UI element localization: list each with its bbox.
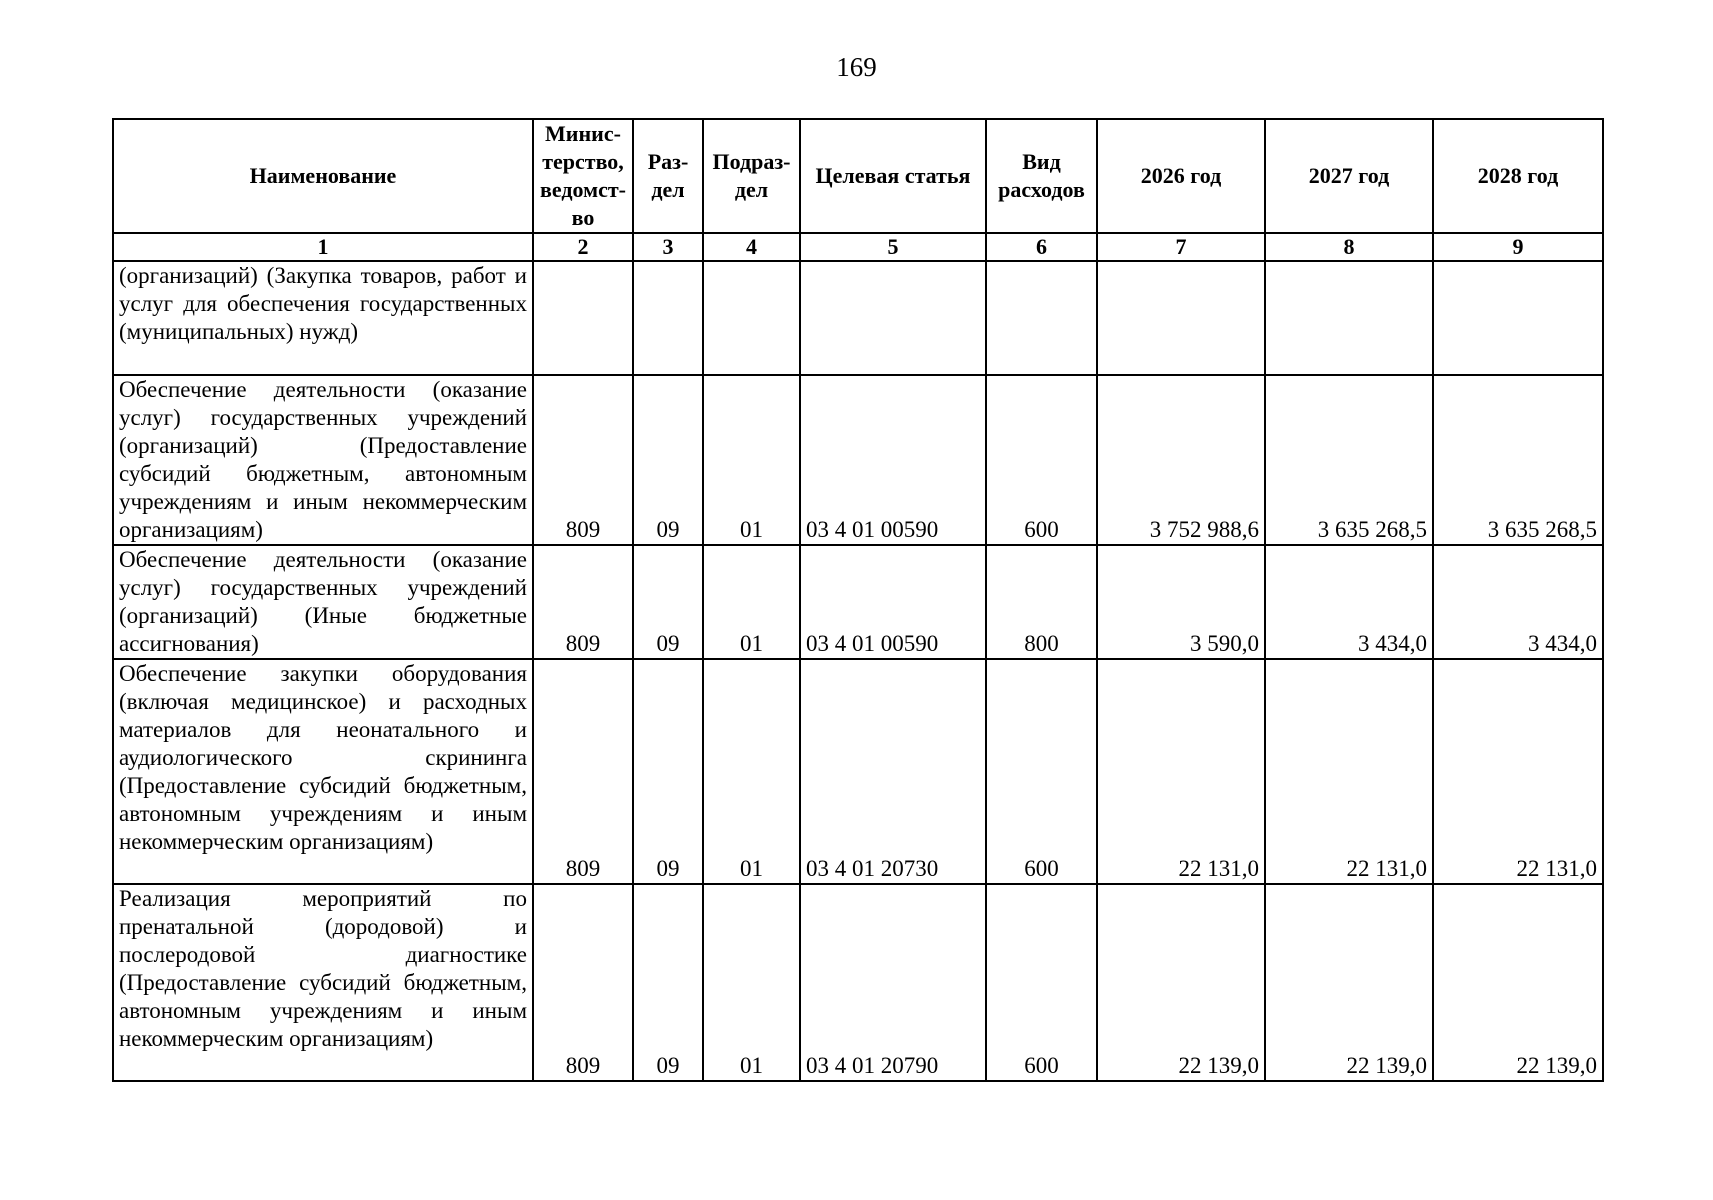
column-number: 9	[1433, 233, 1603, 261]
row-amount-2026: 22 131,0	[1097, 659, 1265, 884]
row-expense-type: 600	[986, 659, 1097, 884]
row-section: 09	[633, 545, 703, 659]
table-row	[113, 545, 1603, 659]
column-number: 7	[1097, 233, 1265, 261]
column-number: 4	[703, 233, 800, 261]
row-name: Обеспечение деятельности (оказание услуг) государственных учреждений (организаций) (Иные бюджетные ассигнования)	[113, 545, 533, 659]
row-amount-2026: 3 590,0	[1097, 545, 1265, 659]
row-ministry: 809	[533, 375, 633, 545]
header-year-2026: 2026 год	[1097, 119, 1265, 233]
header-name: Наименование	[113, 119, 533, 233]
row-target-article	[800, 261, 986, 375]
header-year-2027: 2027 год	[1265, 119, 1433, 233]
row-subsection: 01	[703, 659, 800, 884]
row-name: Реализация мероприятий по пренатальной (дородовой) и послеродовой диагностике (Предоставление субсидий бюджетным, автономным учреждениям и иным некоммерческим организациям)	[113, 884, 533, 1081]
row-ministry: 809	[533, 545, 633, 659]
header-target-article: Целевая статья	[800, 119, 986, 233]
header-expense-type: Вид расходов	[986, 119, 1097, 233]
budget-table	[112, 118, 1604, 1082]
row-amount-2027	[1265, 261, 1433, 375]
row-target-article: 03 4 01 20790	[800, 884, 986, 1081]
row-section	[633, 261, 703, 375]
row-section: 09	[633, 375, 703, 545]
row-section: 09	[633, 884, 703, 1081]
header-section: Раз-дел	[633, 119, 703, 233]
row-amount-2026: 3 752 988,6	[1097, 375, 1265, 545]
column-number: 3	[633, 233, 703, 261]
row-amount-2027: 22 131,0	[1265, 659, 1433, 884]
table-row	[113, 884, 1603, 1081]
row-ministry: 809	[533, 884, 633, 1081]
header-year-2028: 2028 год	[1433, 119, 1603, 233]
row-subsection: 01	[703, 884, 800, 1081]
row-amount-2027: 3 635 268,5	[1265, 375, 1433, 545]
row-subsection	[703, 261, 800, 375]
row-amount-2028: 3 434,0	[1433, 545, 1603, 659]
row-name: Обеспечение деятельности (оказание услуг) государственных учреждений (организаций) (Предоставление субсидий бюджетным, автономным учреждениям и иным некоммерческим организациям)	[113, 375, 533, 545]
row-amount-2028: 22 131,0	[1433, 659, 1603, 884]
row-expense-type: 600	[986, 375, 1097, 545]
row-subsection: 01	[703, 375, 800, 545]
row-target-article: 03 4 01 00590	[800, 375, 986, 545]
row-ministry	[533, 261, 633, 375]
row-expense-type	[986, 261, 1097, 375]
row-name: (организаций) (Закупка товаров, работ и услуг для обеспечения государственных (муниципальных) нужд)	[113, 261, 533, 375]
row-subsection: 01	[703, 545, 800, 659]
column-number: 2	[533, 233, 633, 261]
column-number: 8	[1265, 233, 1433, 261]
row-amount-2028	[1433, 261, 1603, 375]
column-number: 5	[800, 233, 986, 261]
row-ministry: 809	[533, 659, 633, 884]
row-amount-2026: 22 139,0	[1097, 884, 1265, 1081]
column-number: 6	[986, 233, 1097, 261]
row-amount-2028: 22 139,0	[1433, 884, 1603, 1081]
table-row	[113, 261, 1603, 375]
column-number-row	[113, 233, 1603, 261]
row-target-article: 03 4 01 00590	[800, 545, 986, 659]
header-ministry: Минис-терство, ведомст-во	[533, 119, 633, 233]
table-row	[113, 375, 1603, 545]
row-amount-2027: 22 139,0	[1265, 884, 1433, 1081]
row-name: Обеспечение закупки оборудования (включая медицинское) и расходных материалов для неонатального и аудиологического скрининга (Предоставление субсидий бюджетным, автономным учреждениям и иным некоммерческим организациям)	[113, 659, 533, 884]
table-row	[113, 659, 1603, 884]
row-expense-type: 600	[986, 884, 1097, 1081]
row-section: 09	[633, 659, 703, 884]
row-target-article: 03 4 01 20730	[800, 659, 986, 884]
page-number: 169	[836, 52, 877, 82]
row-amount-2026	[1097, 261, 1265, 375]
header-subsection: Подраз-дел	[703, 119, 800, 233]
row-amount-2027: 3 434,0	[1265, 545, 1433, 659]
row-amount-2028: 3 635 268,5	[1433, 375, 1603, 545]
column-number: 1	[113, 233, 533, 261]
header-row	[113, 119, 1603, 233]
row-expense-type: 800	[986, 545, 1097, 659]
